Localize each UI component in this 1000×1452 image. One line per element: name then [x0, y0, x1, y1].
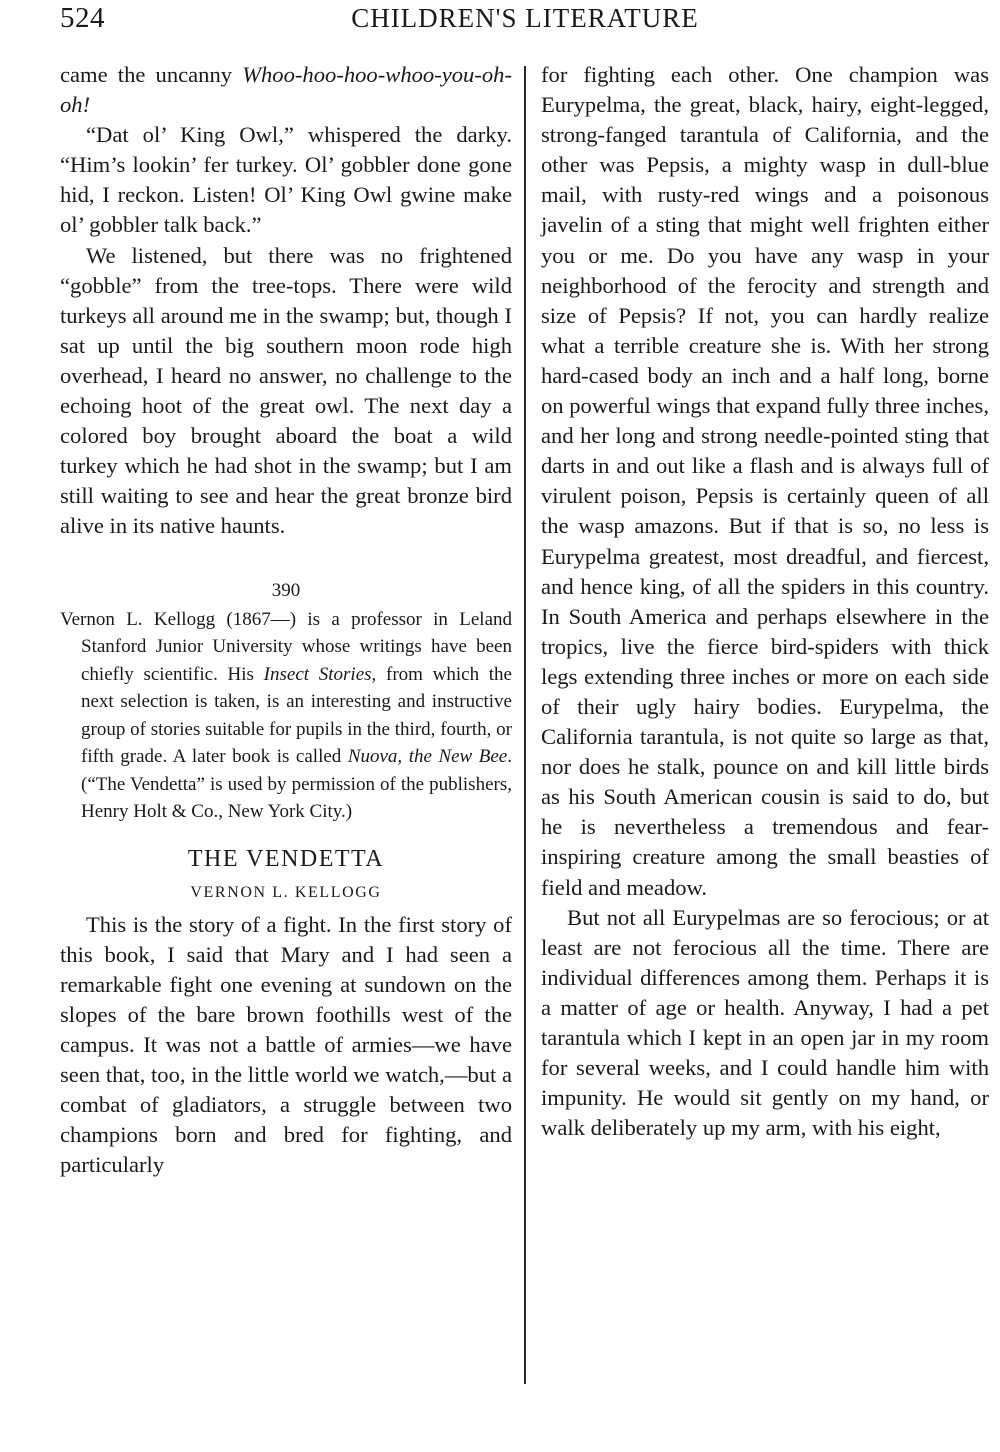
spacer: [60, 542, 512, 578]
page-number: 524: [60, 2, 105, 34]
paragraph-story-intro: This is the story of a fight. In the first story of this book, I said that Mary and I had seen a remarkable fight one evening at sundown on the slopes of the bare brown foothills west of the campus. It was not a battle of armies—we have seen that, too, in the little world we watch,—but a combat of gladiators, a struggle between two champions born and bred for fighting, and particularly: [60, 911, 512, 1178]
section-title: THE VENDETTA: [187, 845, 385, 872]
note-number: 390: [271, 579, 301, 601]
book-title-nuova: Nuova, the New Bee: [347, 746, 508, 767]
paragraph-darky-speech: “Dat ol’ King Owl,” whispered the darky. “Him’s lookin’ fer turkey. Ol’ gobbler done gone hid, I reckon. Listen! Ol’ King Owl gwine make ol’ gobbler talk back.”: [60, 122, 512, 238]
right-column: [541, 60, 989, 1143]
author-byline: VERNON L. KELLOGG: [190, 883, 382, 901]
page-header: [60, 2, 990, 42]
paragraph-pet-tarantula: But not all Eurypelmas are so ferocious; or at least are not ferocious all the time. There are individual differences among them. Perhaps it is a matter of age or health. Anyway, I had a pet tarantula which I kept in an open jar in my room for several weeks, and I could handle him with impunity. He would sit gently on my hand, or walk deliberately up my arm, with his eight,: [541, 904, 989, 1141]
paragraph-owl-call: came the uncanny Whoo-hoo-hoo-whoo-you-oh-oh!: [60, 62, 512, 118]
biographical-note: Vernon L. Kellogg (1867—) is a professor in Leland Stanford Junior University whose writings have been chiefly scientific. His Insect Stories, from which the next selection is taken, is an interesting and instructive group of stories suitable for pupils in the third, fourth, or fifth grade. A later book is called Nuova, the New Bee. (“The Vendetta” is used by permission of the publishers, Henry Holt & Co., New York City.): [60, 608, 512, 822]
left-column: [60, 60, 512, 1180]
running-title: CHILDREN'S LITERATURE: [351, 3, 699, 33]
book-title-insect-stories: Insect Stories: [263, 663, 372, 685]
owl-call-italic: Whoo-hoo-hoo-whoo-you-oh-oh!: [60, 62, 512, 118]
paragraph-listened: We listened, but there was no frightened “gobble” from the tree-tops. There were wild turkeys all around me in the swamp; but, though I sat up until the big southern moon rode high overhead, I heard no answer, no challenge to the echoing hoot of the great owl. The next day a colored boy brought aboard the boat a wild turkey which he had shot in the swamp; but I am still waiting to see and hear the great bronze bird alive in its native haunts.: [60, 242, 512, 539]
column-divider: [524, 66, 526, 1384]
paragraph-champions: for fighting each other. One champion was Eurypelma, the great, black, hairy, eight-legged, strong-fanged tarantula of California, and the other was Pepsis, a mighty wasp in dull-blue mail, with rusty-red wings and a poisonous javelin of a sting that might well frighten either you or me. Do you have any wasp in your neighborhood of the ferocity and strength and size of Pepsis? If not, you can hardly realize what a terrible creature she is. With her strong hard-cased body an inch and a half long, borne on powerful wings that expand fully three inches, and her long and strong needle-pointed sting that darts in and out like a flash and is always full of virulent poison, Pepsis is certainly queen of all the wasp amazons. But if that is so, no less is Eurypelma greatest, most dreadful, and fiercest, and hence king, of all the spiders in this country. In South America and perhaps elsewhere in the tropics, live the fierce bird-spiders with thick legs extending three inches or more on each side of their ugly hairy bodies. Eurypelma, the California tarantula, is not quite so large as that, nor does he stalk, pounce on and kill little birds as his South American cousin is said to do, but he is nevertheless a tremendous and fear-inspiring creature among the small beasties of field and meadow.: [541, 62, 989, 900]
